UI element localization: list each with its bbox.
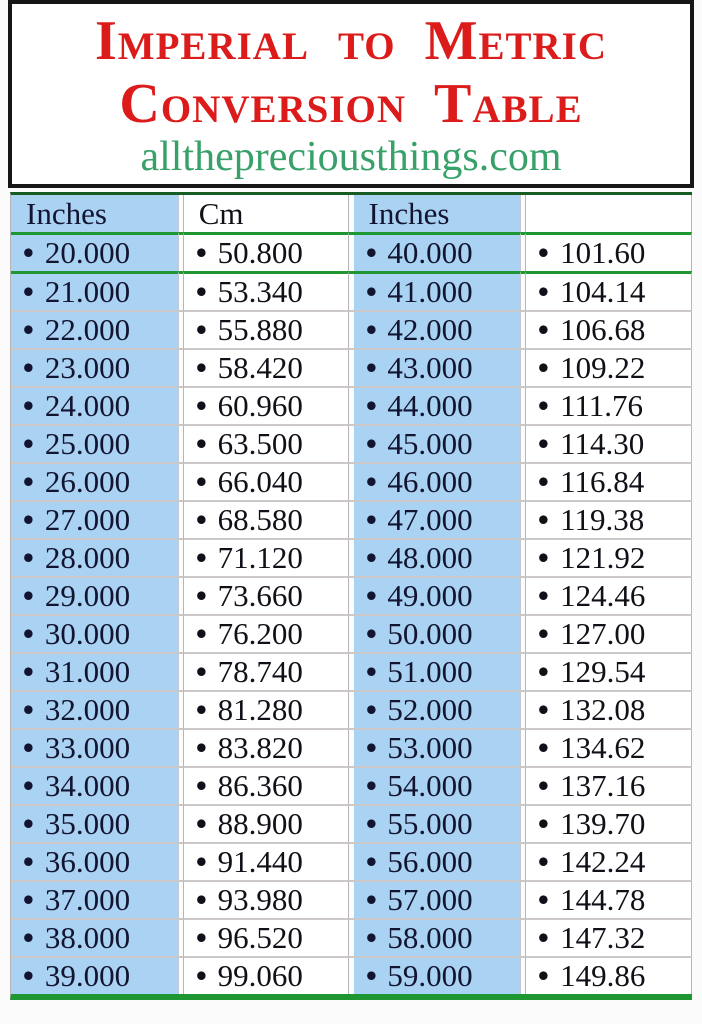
table-row [11,804,692,842]
table-row [11,766,692,804]
cell-value: 142.24 [560,844,646,879]
table-row [11,614,692,652]
cell-value: 56.000 [387,844,473,879]
cell-value: 43.000 [387,350,473,385]
bullet-icon: • [364,728,378,766]
table-cell [11,500,179,538]
table-cell [354,766,522,804]
table-cell [525,538,692,576]
bullet-icon: • [194,804,208,842]
table-cell [354,271,522,310]
bullet-icon: • [194,386,208,424]
bullet-icon: • [537,652,550,690]
table-cell [183,310,350,348]
table-row [11,728,692,766]
bullet-icon: • [22,462,35,500]
cell-value: 60.960 [217,388,303,423]
table-row [11,310,692,348]
col-header-cm-right-empty [525,195,692,232]
cell-value: 39.000 [44,958,131,993]
bullet-icon: • [22,386,35,424]
bullet-icon: • [194,271,208,310]
table-row [11,690,692,728]
table-cell [183,728,350,766]
table-cell [525,232,692,271]
table-cell [11,232,179,271]
table-cell [354,424,522,462]
bullet-icon: • [194,766,208,804]
table-cell [11,462,179,500]
table-cell [525,576,692,614]
cell-value: 23.000 [44,350,131,385]
bullet-icon: • [364,918,378,956]
table-cell [525,766,692,804]
table-cell [525,424,692,462]
table-cell [525,614,692,652]
cell-value: 71.120 [217,540,303,575]
table-cell [11,652,179,690]
bullet-icon: • [194,842,208,880]
bullet-icon: • [194,538,208,576]
bullet-icon: • [364,766,378,804]
cell-value: 49.000 [387,578,473,613]
bullet-icon: • [22,424,35,462]
bullet-icon: • [22,310,35,348]
cell-value: 68.580 [217,502,303,537]
cell-value: 104.14 [560,274,646,309]
bullet-icon: • [537,348,550,386]
table-cell [525,804,692,842]
bullet-icon: • [22,538,35,576]
bullet-icon: • [22,842,35,880]
cell-value: 93.980 [217,882,303,917]
cell-value: 66.040 [217,464,303,499]
cell-value: 149.86 [560,958,646,993]
cell-value: 21.000 [44,274,131,309]
table-cell [183,500,350,538]
bullet-icon: • [537,690,550,728]
table-cell [354,310,522,348]
cell-value: 147.32 [560,920,646,955]
bullet-icon: • [22,804,35,842]
table-cell [183,232,350,271]
table-cell [354,804,522,842]
bullet-icon: • [194,576,208,614]
table-cell [183,880,350,918]
table-cell [354,690,522,728]
table-cell [354,918,522,956]
cell-value: 121.92 [560,540,646,575]
table-cell [11,310,179,348]
table-cell [525,386,692,424]
table-cell [183,614,350,652]
bullet-icon: • [364,652,378,690]
cell-value: 91.440 [217,844,303,879]
bullet-icon: • [537,728,550,766]
table-cell [183,538,350,576]
table-cell [525,652,692,690]
cell-value: 32.000 [44,692,131,727]
table-cell [354,652,522,690]
cell-value: 34.000 [44,768,131,803]
cell-value: 54.000 [387,768,473,803]
header-box [8,0,694,188]
cell-value: 129.54 [560,654,646,689]
table-cell [11,690,179,728]
table-cell [11,918,179,956]
bullet-icon: • [22,271,35,310]
table-cell [183,690,350,728]
cell-value: 114.30 [560,426,645,461]
table-cell [525,918,692,956]
cell-value: 106.68 [560,312,646,347]
table-row [11,232,692,271]
bullet-icon: • [364,842,378,880]
table-cell [354,462,522,500]
table-cell [354,842,522,880]
page-title-line-1: Imperial to Metric [95,10,607,72]
table-row [11,956,692,994]
bullet-icon: • [22,690,35,728]
cell-value: 38.000 [44,920,131,955]
cell-value: 44.000 [387,388,473,423]
cell-value: 101.60 [560,235,646,270]
bullet-icon: • [194,614,208,652]
cell-value: 139.70 [560,806,646,841]
cell-value: 50.000 [387,616,473,651]
table-cell [11,538,179,576]
table-cell [11,956,179,994]
cell-value: 144.78 [560,882,646,917]
cell-value: 45.000 [387,426,473,461]
cell-value: 48.000 [387,540,473,575]
table-cell [525,880,692,918]
bullet-icon: • [537,310,550,348]
bullet-icon: • [537,386,550,424]
bullet-icon: • [364,348,378,386]
conversion-table-body [11,232,692,994]
table-row [11,538,692,576]
table-cell [525,462,692,500]
bullet-icon: • [22,880,35,918]
table-cell [183,804,350,842]
cell-value: 86.360 [217,768,303,803]
table-row [11,424,692,462]
bullet-icon: • [364,538,378,576]
bullet-icon: • [194,880,208,918]
bullet-icon: • [364,880,378,918]
bullet-icon: • [364,310,378,348]
bullet-icon: • [194,424,208,462]
table-cell [183,842,350,880]
table-cell [183,386,350,424]
bullet-icon: • [364,576,378,614]
bullet-icon: • [537,576,550,614]
cell-value: 22.000 [44,312,131,347]
table-cell [354,576,522,614]
bullet-icon: • [364,690,378,728]
cell-value: 127.00 [560,616,646,651]
cell-value: 27.000 [44,502,131,537]
table-cell [525,271,692,310]
table-cell [354,348,522,386]
table-cell [183,271,350,310]
bullet-icon: • [194,310,208,348]
bullet-icon: • [364,804,378,842]
bullet-icon: • [364,424,378,462]
cell-value: 116.84 [560,464,645,499]
table-cell [11,424,179,462]
table-row [11,918,692,956]
cell-value: 134.62 [560,730,646,765]
table-cell [183,918,350,956]
bullet-icon: • [537,271,550,310]
bullet-icon: • [194,232,208,271]
cell-value: 59.000 [387,958,473,993]
bullet-icon: • [194,918,208,956]
cell-value: 42.000 [387,312,473,347]
table-cell [11,271,179,310]
cell-value: 96.520 [217,920,303,955]
bullet-icon: • [537,424,550,462]
cell-value: 55.000 [387,806,473,841]
cell-value: 33.000 [44,730,131,765]
table-cell [11,842,179,880]
table-cell [354,614,522,652]
bullet-icon: • [364,271,378,310]
cell-value: 53.340 [217,274,303,309]
cell-value: 58.000 [387,920,473,955]
bullet-icon: • [22,232,35,271]
cell-value: 25.000 [44,426,131,461]
table-row [11,842,692,880]
cell-value: 63.500 [217,426,303,461]
cell-value: 55.880 [217,312,303,347]
cell-value: 58.420 [217,350,303,385]
bullet-icon: • [194,462,208,500]
table-cell [11,766,179,804]
table-cell [525,842,692,880]
cell-value: 30.000 [44,616,131,651]
table-cell [525,310,692,348]
bullet-icon: • [537,918,550,956]
table-cell [525,956,692,994]
cell-value: 99.060 [217,958,303,993]
cell-value: 137.16 [560,768,646,803]
table-cell [354,880,522,918]
cell-value: 31.000 [44,654,131,689]
table-row [11,348,692,386]
table-cell [183,766,350,804]
table-cell [354,232,522,271]
cell-value: 40.000 [387,235,473,270]
cell-value: 26.000 [44,464,131,499]
table-row [11,576,692,614]
cell-value: 50.800 [217,235,303,270]
bullet-icon: • [194,728,208,766]
bullet-icon: • [194,348,208,386]
bullet-icon: • [22,576,35,614]
table-cell [183,956,350,994]
cell-value: 52.000 [387,692,473,727]
table-cell [11,386,179,424]
table-row [11,462,692,500]
table-cell [183,424,350,462]
table-row [11,271,692,310]
table-row [11,500,692,538]
bullet-icon: • [364,462,378,500]
bullet-icon: • [364,386,378,424]
bullet-icon: • [537,500,550,538]
cell-value: 51.000 [387,654,473,689]
bullet-icon: • [537,614,550,652]
table-row [11,652,692,690]
col-header-cm-left: Cm [183,195,350,232]
conversion-table [11,195,692,994]
cell-value: 73.660 [217,578,303,613]
table-cell [525,348,692,386]
table-cell [525,500,692,538]
table-cell [11,728,179,766]
cell-value: 119.38 [560,502,645,537]
bullet-icon: • [22,766,35,804]
bullet-icon: • [537,804,550,842]
page-title-line-2: Conversion Table [119,72,583,135]
table-cell [183,348,350,386]
cell-value: 81.280 [217,692,303,727]
table-row [11,880,692,918]
table-cell [183,652,350,690]
cell-value: 109.22 [560,350,646,385]
cell-value: 132.08 [560,692,646,727]
cell-value: 24.000 [44,388,131,423]
table-cell [183,462,350,500]
bullet-icon: • [22,918,35,956]
bullet-icon: • [537,462,550,500]
table-cell [354,728,522,766]
table-cell [525,690,692,728]
table-cell [11,348,179,386]
cell-value: 46.000 [387,464,473,499]
bullet-icon: • [537,956,550,994]
col-header-inches-right: Inches [354,195,522,232]
table-cell [525,728,692,766]
table-cell [183,576,350,614]
table-header-row [11,195,692,232]
bullet-icon: • [194,652,208,690]
bullet-icon: • [537,766,550,804]
table-row [11,386,692,424]
cell-value: 53.000 [387,730,473,765]
cell-value: 57.000 [387,882,473,917]
table-cell [11,614,179,652]
cell-value: 78.740 [217,654,303,689]
table-cell [11,804,179,842]
cell-value: 28.000 [44,540,131,575]
bullet-icon: • [537,880,550,918]
website-url: allthepreciousthings.com [140,134,562,181]
bullet-icon: • [537,842,550,880]
cell-value: 37.000 [44,882,131,917]
bullet-icon: • [22,728,35,766]
table-cell [354,386,522,424]
col-header-inches-left: Inches [11,195,179,232]
cell-value: 47.000 [387,502,473,537]
table-cell [354,956,522,994]
cell-value: 111.76 [560,388,644,423]
bullet-icon: • [537,232,550,271]
bullet-icon: • [22,614,35,652]
bullet-icon: • [537,538,550,576]
bullet-icon: • [364,232,378,271]
cell-value: 83.820 [217,730,303,765]
bullet-icon: • [22,956,35,994]
bullet-icon: • [22,500,35,538]
cell-value: 41.000 [387,274,473,309]
bullet-icon: • [194,690,208,728]
table-cell [354,538,522,576]
cell-value: 35.000 [44,806,131,841]
cell-value: 76.200 [217,616,303,651]
bullet-icon: • [22,348,35,386]
bullet-icon: • [364,956,378,994]
bullet-icon: • [194,956,208,994]
cell-value: 88.900 [217,806,303,841]
cell-value: 124.46 [560,578,646,613]
cell-value: 20.000 [44,235,131,270]
bullet-icon: • [194,500,208,538]
table-cell [354,500,522,538]
cell-value: 36.000 [44,844,131,879]
conversion-table-section [10,192,692,1000]
bullet-icon: • [22,652,35,690]
table-cell [11,880,179,918]
bullet-icon: • [364,500,378,538]
table-cell [11,576,179,614]
cell-value: 29.000 [44,578,131,613]
bullet-icon: • [364,614,378,652]
